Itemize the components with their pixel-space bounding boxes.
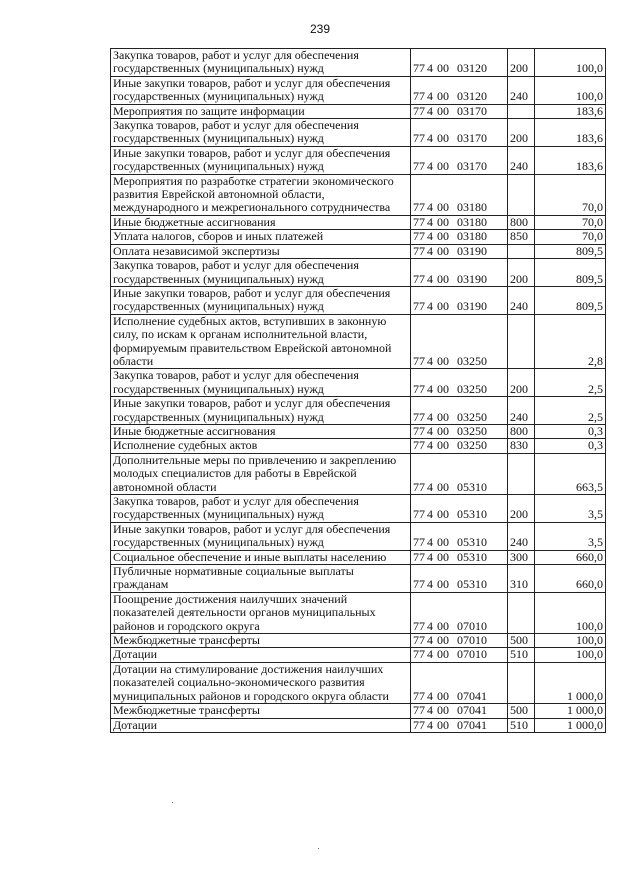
row-sum-cell: 100,0	[535, 634, 606, 648]
row-expense-type-cell: 800	[508, 424, 535, 438]
page-number: 239	[309, 22, 331, 36]
row-name-cell: Мероприятия по защите информации	[111, 104, 411, 118]
row-expense-type-cell	[508, 314, 535, 369]
row-sum-cell: 663,5	[535, 453, 606, 494]
row-code-cell	[411, 174, 508, 215]
code-part-c1: 77	[413, 717, 425, 732]
code-part-c3: 00	[437, 409, 449, 424]
code-part-c3: 00	[437, 535, 449, 550]
row-sum-cell: 0,3	[535, 439, 606, 453]
code-part-c2: 4	[427, 229, 433, 244]
code-part-c3: 00	[437, 717, 449, 732]
code-part-c2: 4	[427, 618, 433, 633]
table-row	[111, 704, 606, 718]
code-part-c1: 77	[413, 103, 425, 118]
code-part-c4: 07010	[457, 618, 487, 633]
scan-speck	[318, 848, 319, 849]
code-part-c3: 00	[437, 577, 449, 592]
row-sum-cell: 660,0	[535, 550, 606, 564]
code-part-c1: 77	[413, 479, 425, 494]
row-name-cell: Дополнительные меры по привлечению и закреплению молодых специалистов для работы в Еврейской автономной области	[111, 453, 411, 494]
code-part-c2: 4	[427, 103, 433, 118]
row-name-cell: Поощрение достижения наилучших значений показателей деятельности органов муниципальных районов и городского округа	[111, 592, 411, 633]
code-part-c3: 00	[437, 618, 449, 633]
row-expense-type-cell	[508, 453, 535, 494]
code-part-c2: 4	[427, 353, 433, 368]
row-expense-type-cell: 200	[508, 369, 535, 397]
row-expense-type-cell: 800	[508, 215, 535, 229]
code-part-c1: 77	[413, 535, 425, 550]
code-part-c1: 77	[413, 353, 425, 368]
row-sum-cell: 70,0	[535, 215, 606, 229]
budget-table	[110, 48, 606, 733]
row-sum-cell: 1 000,0	[535, 662, 606, 703]
row-code-cell	[411, 550, 508, 564]
code-part-c2: 4	[427, 703, 433, 718]
code-part-c2: 4	[427, 507, 433, 522]
row-code-cell	[411, 397, 508, 425]
code-part-c1: 77	[413, 618, 425, 633]
code-part-c3: 00	[437, 229, 449, 244]
budget-table-body	[111, 49, 606, 733]
table-row	[111, 522, 606, 550]
code-part-c4: 05310	[457, 549, 487, 564]
code-part-c1: 77	[413, 381, 425, 396]
code-part-c1: 77	[413, 688, 425, 703]
code-part-c4: 03250	[457, 381, 487, 396]
code-part-c1: 77	[413, 271, 425, 286]
row-name-cell: Исполнение судебных актов, вступивших в законную силу, по искам к органам исполнительной власти, формируемым правительством Еврейской автономной области	[111, 314, 411, 369]
row-sum-cell: 809,5	[535, 286, 606, 314]
row-expense-type-cell	[508, 104, 535, 118]
code-part-c3: 00	[437, 633, 449, 648]
code-part-c2: 4	[427, 89, 433, 104]
code-part-c2: 4	[427, 633, 433, 648]
code-part-c2: 4	[427, 200, 433, 215]
code-part-c2: 4	[427, 159, 433, 174]
table-row	[111, 397, 606, 425]
code-part-c1: 77	[413, 703, 425, 718]
code-part-c4: 05310	[457, 479, 487, 494]
code-part-c1: 77	[413, 299, 425, 314]
code-part-c4: 07041	[457, 717, 487, 732]
code-part-c4: 07041	[457, 688, 487, 703]
code-part-c4: 03250	[457, 353, 487, 368]
code-part-c4: 03190	[457, 299, 487, 314]
row-code-cell	[411, 522, 508, 550]
row-name-cell: Иные бюджетные ассигнования	[111, 424, 411, 438]
row-sum-cell: 100,0	[535, 76, 606, 104]
row-name-cell: Закупка товаров, работ и услуг для обеспечения государственных (муниципальных) нужд	[111, 495, 411, 523]
code-part-c1: 77	[413, 549, 425, 564]
row-sum-cell: 70,0	[535, 174, 606, 215]
row-sum-cell: 3,5	[535, 522, 606, 550]
row-expense-type-cell: 830	[508, 439, 535, 453]
code-part-c3: 00	[437, 271, 449, 286]
code-part-c3: 00	[437, 353, 449, 368]
row-name-cell: Дотации	[111, 718, 411, 732]
table-row	[111, 244, 606, 258]
row-code-cell	[411, 119, 508, 147]
row-expense-type-cell: 200	[508, 495, 535, 523]
code-part-c1: 77	[413, 577, 425, 592]
code-part-c1: 77	[413, 438, 425, 453]
code-part-c3: 00	[437, 423, 449, 438]
row-sum-cell: 3,5	[535, 495, 606, 523]
row-sum-cell: 2,5	[535, 397, 606, 425]
code-part-c4: 03170	[457, 131, 487, 146]
code-part-c4: 05310	[457, 507, 487, 522]
row-sum-cell: 70,0	[535, 230, 606, 244]
row-name-cell: Межбюджетные трансферты	[111, 704, 411, 718]
code-part-c2: 4	[427, 577, 433, 592]
row-expense-type-cell: 510	[508, 648, 535, 662]
code-part-c3: 00	[437, 647, 449, 662]
code-part-c4: 03250	[457, 423, 487, 438]
code-part-c3: 00	[437, 89, 449, 104]
table-row	[111, 718, 606, 732]
row-expense-type-cell: 510	[508, 718, 535, 732]
row-expense-type-cell: 240	[508, 522, 535, 550]
code-part-c2: 4	[427, 549, 433, 564]
row-expense-type-cell: 240	[508, 286, 535, 314]
table-row	[111, 634, 606, 648]
row-code-cell	[411, 718, 508, 732]
row-name-cell: Межбюджетные трансферты	[111, 634, 411, 648]
code-part-c1: 77	[413, 159, 425, 174]
code-part-c4: 03180	[457, 200, 487, 215]
code-part-c2: 4	[427, 647, 433, 662]
row-sum-cell: 183,6	[535, 146, 606, 174]
row-code-cell	[411, 369, 508, 397]
code-part-c2: 4	[427, 243, 433, 258]
code-part-c4: 03190	[457, 271, 487, 286]
row-name-cell: Закупка товаров, работ и услуг для обеспечения государственных (муниципальных) нужд	[111, 119, 411, 147]
row-expense-type-cell: 500	[508, 634, 535, 648]
row-name-cell: Оплата независимой экспертизы	[111, 244, 411, 258]
table-row	[111, 369, 606, 397]
code-part-c1: 77	[413, 89, 425, 104]
table-row	[111, 424, 606, 438]
table-row	[111, 592, 606, 633]
row-expense-type-cell	[508, 662, 535, 703]
row-code-cell	[411, 495, 508, 523]
table-row	[111, 495, 606, 523]
code-part-c3: 00	[437, 549, 449, 564]
table-row	[111, 76, 606, 104]
code-part-c3: 00	[437, 299, 449, 314]
row-sum-cell: 809,5	[535, 244, 606, 258]
row-code-cell	[411, 634, 508, 648]
row-name-cell: Иные закупки товаров, работ и услуг для обеспечения государственных (муниципальных) нужд	[111, 146, 411, 174]
code-part-c2: 4	[427, 214, 433, 229]
row-name-cell: Иные закупки товаров, работ и услуг для обеспечения государственных (муниципальных) нужд	[111, 397, 411, 425]
code-part-c3: 00	[437, 214, 449, 229]
row-expense-type-cell: 300	[508, 550, 535, 564]
row-expense-type-cell: 240	[508, 76, 535, 104]
code-part-c2: 4	[427, 409, 433, 424]
code-part-c2: 4	[427, 438, 433, 453]
code-part-c1: 77	[413, 229, 425, 244]
row-expense-type-cell: 240	[508, 146, 535, 174]
table-row	[111, 439, 606, 453]
code-part-c1: 77	[413, 243, 425, 258]
code-part-c4: 03250	[457, 438, 487, 453]
code-part-c2: 4	[427, 61, 433, 76]
row-code-cell	[411, 230, 508, 244]
row-expense-type-cell: 200	[508, 259, 535, 287]
row-sum-cell: 183,6	[535, 104, 606, 118]
code-part-c4: 03180	[457, 229, 487, 244]
row-code-cell	[411, 286, 508, 314]
code-part-c1: 77	[413, 200, 425, 215]
table-row	[111, 648, 606, 662]
row-code-cell	[411, 104, 508, 118]
code-part-c2: 4	[427, 535, 433, 550]
row-name-cell: Дотации	[111, 648, 411, 662]
row-expense-type-cell: 310	[508, 565, 535, 593]
code-part-c4: 03120	[457, 89, 487, 104]
row-name-cell: Закупка товаров, работ и услуг для обеспечения государственных (муниципальных) нужд	[111, 49, 411, 77]
code-part-c3: 00	[437, 381, 449, 396]
row-name-cell: Иные закупки товаров, работ и услуг для обеспечения государственных (муниципальных) нужд	[111, 522, 411, 550]
row-name-cell: Иные закупки товаров, работ и услуг для обеспечения государственных (муниципальных) нужд	[111, 76, 411, 104]
code-part-c4: 07010	[457, 633, 487, 648]
row-code-cell	[411, 453, 508, 494]
code-part-c4: 03170	[457, 159, 487, 174]
row-expense-type-cell: 500	[508, 704, 535, 718]
table-row	[111, 215, 606, 229]
scan-speck	[172, 802, 173, 803]
row-expense-type-cell: 240	[508, 397, 535, 425]
code-part-c3: 00	[437, 507, 449, 522]
code-part-c4: 03180	[457, 214, 487, 229]
code-part-c3: 00	[437, 61, 449, 76]
row-code-cell	[411, 146, 508, 174]
row-expense-type-cell: 200	[508, 49, 535, 77]
row-sum-cell: 100,0	[535, 49, 606, 77]
table-row	[111, 119, 606, 147]
row-code-cell	[411, 259, 508, 287]
table-row	[111, 662, 606, 703]
code-part-c4: 03250	[457, 409, 487, 424]
code-part-c3: 00	[437, 200, 449, 215]
row-sum-cell: 100,0	[535, 648, 606, 662]
row-expense-type-cell	[508, 592, 535, 633]
table-row	[111, 286, 606, 314]
code-part-c2: 4	[427, 271, 433, 286]
code-part-c1: 77	[413, 633, 425, 648]
code-part-c2: 4	[427, 479, 433, 494]
code-part-c3: 00	[437, 103, 449, 118]
table-row	[111, 104, 606, 118]
row-name-cell: Социальное обеспечение и иные выплаты населению	[111, 550, 411, 564]
code-part-c3: 00	[437, 438, 449, 453]
row-code-cell	[411, 49, 508, 77]
code-part-c1: 77	[413, 61, 425, 76]
code-part-c3: 00	[437, 131, 449, 146]
row-sum-cell: 2,8	[535, 314, 606, 369]
code-part-c1: 77	[413, 131, 425, 146]
row-code-cell	[411, 244, 508, 258]
row-name-cell: Исполнение судебных актов	[111, 439, 411, 453]
row-code-cell	[411, 592, 508, 633]
row-code-cell	[411, 76, 508, 104]
row-expense-type-cell: 200	[508, 119, 535, 147]
code-part-c1: 77	[413, 423, 425, 438]
code-part-c3: 00	[437, 703, 449, 718]
row-code-cell	[411, 662, 508, 703]
code-part-c2: 4	[427, 717, 433, 732]
code-part-c4: 03190	[457, 243, 487, 258]
table-row	[111, 49, 606, 77]
row-name-cell: Иные бюджетные ассигнования	[111, 215, 411, 229]
code-part-c4: 07010	[457, 647, 487, 662]
code-part-c3: 00	[437, 159, 449, 174]
code-part-c2: 4	[427, 381, 433, 396]
code-part-c4: 05310	[457, 535, 487, 550]
table-row	[111, 230, 606, 244]
code-part-c1: 77	[413, 507, 425, 522]
row-expense-type-cell	[508, 174, 535, 215]
table-row	[111, 453, 606, 494]
row-name-cell: Закупка товаров, работ и услуг для обеспечения государственных (муниципальных) нужд	[111, 369, 411, 397]
table-row	[111, 174, 606, 215]
code-part-c4: 05310	[457, 577, 487, 592]
code-part-c4: 03120	[457, 61, 487, 76]
code-part-c2: 4	[427, 423, 433, 438]
code-part-c3: 00	[437, 688, 449, 703]
code-part-c2: 4	[427, 299, 433, 314]
row-name-cell: Публичные нормативные социальные выплаты гражданам	[111, 565, 411, 593]
row-sum-cell: 183,6	[535, 119, 606, 147]
row-name-cell: Мероприятия по разработке стратегии экономического развития Еврейской автономной области, международного и межрегионального сотрудничества	[111, 174, 411, 215]
row-code-cell	[411, 704, 508, 718]
code-part-c3: 00	[437, 479, 449, 494]
row-sum-cell: 0,3	[535, 424, 606, 438]
table-row	[111, 259, 606, 287]
row-code-cell	[411, 439, 508, 453]
table-row	[111, 565, 606, 593]
code-part-c2: 4	[427, 131, 433, 146]
code-part-c2: 4	[427, 688, 433, 703]
row-sum-cell: 1 000,0	[535, 704, 606, 718]
row-code-cell	[411, 648, 508, 662]
code-part-c1: 77	[413, 647, 425, 662]
row-code-cell	[411, 314, 508, 369]
row-code-cell	[411, 215, 508, 229]
row-name-cell: Уплата налогов, сборов и иных платежей	[111, 230, 411, 244]
table-row	[111, 146, 606, 174]
code-part-c4: 07041	[457, 703, 487, 718]
row-sum-cell: 2,5	[535, 369, 606, 397]
row-sum-cell: 809,5	[535, 259, 606, 287]
code-part-c3: 00	[437, 243, 449, 258]
table-row	[111, 314, 606, 369]
row-name-cell: Закупка товаров, работ и услуг для обеспечения государственных (муниципальных) нужд	[111, 259, 411, 287]
code-part-c1: 77	[413, 409, 425, 424]
table-row	[111, 550, 606, 564]
row-code-cell	[411, 424, 508, 438]
code-part-c1: 77	[413, 214, 425, 229]
row-sum-cell: 660,0	[535, 565, 606, 593]
row-expense-type-cell: 850	[508, 230, 535, 244]
row-expense-type-cell	[508, 244, 535, 258]
code-part-c4: 03170	[457, 103, 487, 118]
row-sum-cell: 1 000,0	[535, 718, 606, 732]
row-code-cell	[411, 565, 508, 593]
row-name-cell: Иные закупки товаров, работ и услуг для обеспечения государственных (муниципальных) нужд	[111, 286, 411, 314]
row-sum-cell: 100,0	[535, 592, 606, 633]
row-name-cell: Дотации на стимулирование достижения наилучших показателей социально-экономического развития муниципальных районов и городского округа области	[111, 662, 411, 703]
